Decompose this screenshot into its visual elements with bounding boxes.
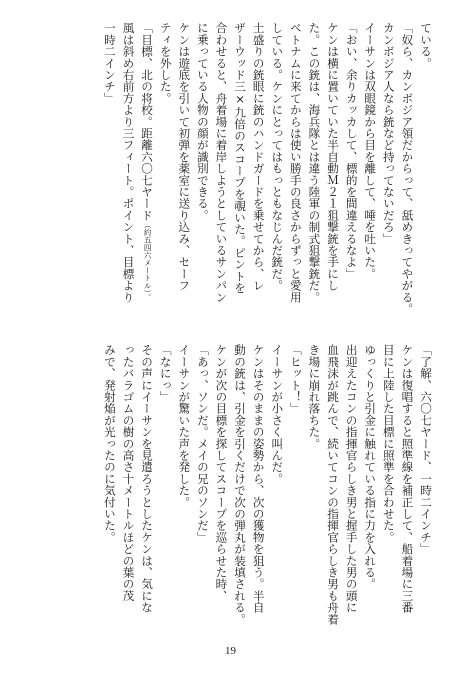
text-line: た。この銃は、海兵隊とは違う陸軍の制式狙撃銃だ。 — [307, 22, 322, 303]
text-line: みで、発射焔が光ったのに気付いた。 — [102, 344, 117, 543]
text-line: ティを外した。 — [158, 22, 173, 104]
text-line: ケンはそのままの姿勢から、次の獲物を狙う。半自 — [251, 344, 266, 614]
text-line: 風は斜め右前方より三フィート。ポイント、目標より — [121, 22, 136, 303]
text-line: 「了解、六〇七ヤード、一時二インチ」 — [419, 344, 433, 555]
lower-text-block — [27, 344, 435, 652]
text-line: ザーウッド三×九倍のスコープを覗いた。ピントを — [233, 22, 248, 294]
text-line: ケンは復唱すると照準線を補正して、船着場に三番 — [400, 344, 415, 614]
text-line: している。ケンにとってはもっともなじんだ銃だ。 — [270, 22, 285, 292]
text-line: ベトナムに来てからは使い勝手の良さからずっと愛用 — [288, 22, 303, 303]
text-line: 目に上陸した目標に照準を合わせた。 — [381, 344, 396, 543]
small-note: （約五四六メートル）。 — [143, 220, 153, 301]
text-line: ったバラゴムの樹の高さ十メートルほどの葉の茂 — [121, 344, 136, 602]
upper-text-block — [27, 22, 435, 330]
text-line: 「なにっ」 — [158, 344, 173, 403]
text-line: に乗っている人物の顔が識別できる。 — [195, 22, 210, 221]
text-line: ゆっくりと引金に触れている指に力を入れる。 — [363, 344, 378, 590]
text-line: カンボジア人なら銃など持ってないだろ」 — [381, 22, 396, 245]
text-line: ケンは遊底を引いて初弾を薬室に送り込み、セーフ — [177, 22, 192, 292]
text-line: 「ヒット！」 — [288, 344, 303, 415]
text-line: ケンは横に置いていた半自動Ｍ２１狙撃銃を手にし — [326, 22, 341, 292]
text-line: 「奴ら、カンボジア領だからって、舐めきってやがる。 — [400, 22, 415, 315]
text-line: き場に崩れ落ちた。 — [307, 344, 322, 450]
text-line: 土盛りの銃眼に銃のハンドガードを乗せてから、レ — [251, 22, 266, 292]
text-segment: 「目標、北の将校。距離六〇七ヤード — [140, 22, 155, 221]
text-line: ている。 — [419, 22, 433, 69]
text-line: イーサンが驚いた声を発した。 — [177, 344, 192, 508]
text-line: イーサンは双眼鏡から目を離して、唾を吐いた。 — [363, 22, 378, 280]
text-line: 「あっ、ソンだ。メイの兄のソンだ」 — [195, 344, 210, 543]
text-line: 一時二インチ」 — [102, 22, 117, 104]
text-line: 「おい、余りカッカして、標的を間違えるなよ」 — [344, 22, 359, 280]
text-line: イーサンが小さく叫んだ。 — [270, 344, 285, 485]
text-line-with-note — [138, 22, 157, 330]
text-line: ケンが次の目標を探してスコープを巡らせた時、 — [214, 344, 229, 602]
page-number: 19 — [225, 645, 236, 657]
text-line: 出迎えたコンの指揮官らしき男と握手した男の頭に — [344, 344, 359, 614]
text-line: 動の銃は、引金を引くだけで次の弾丸が装填される。 — [233, 344, 248, 625]
text-line: その声にイーサンを見遣ろうとしたケンは、気にな — [140, 344, 155, 614]
text-line: 血飛沫が跳んで、続いてコンの指揮官らしき男も舟着 — [326, 344, 341, 625]
text-line: 合わせると、舟着場に着岸しようとしているサンパン — [214, 22, 229, 303]
